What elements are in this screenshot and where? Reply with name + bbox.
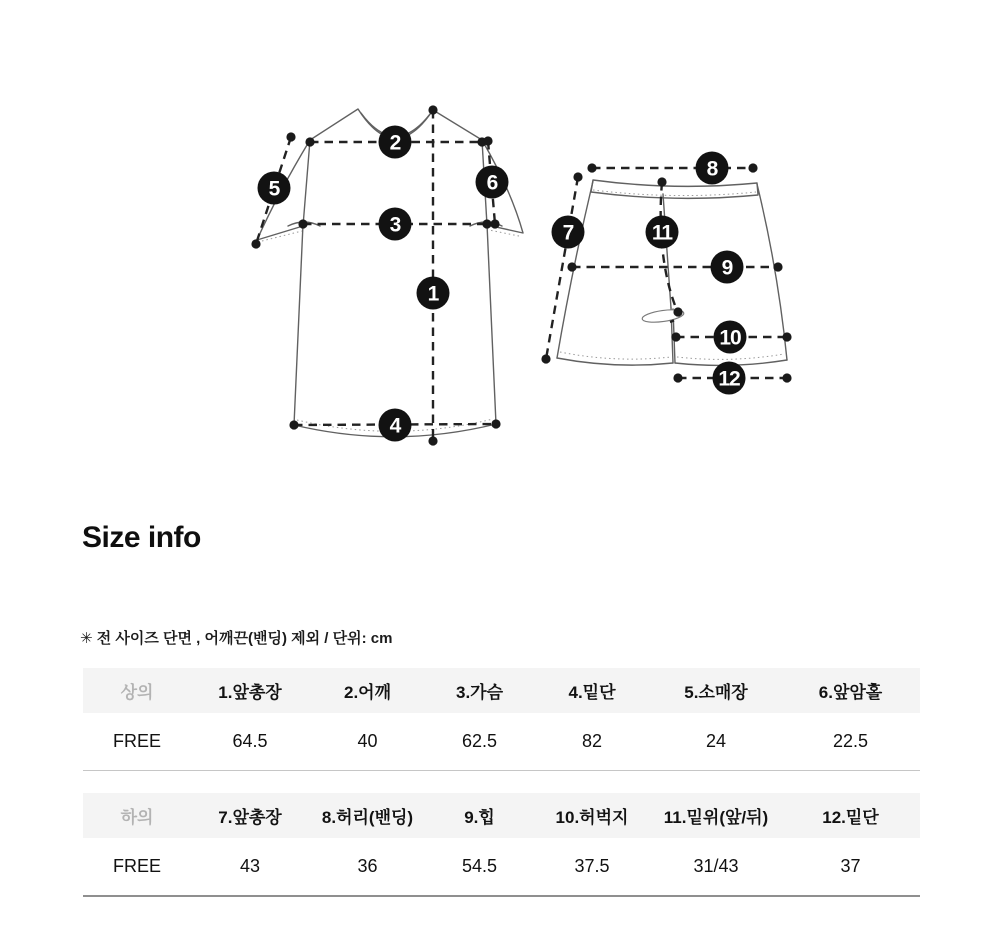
marker-number: 1 xyxy=(427,282,439,306)
measure-marker-1 xyxy=(417,277,450,310)
measure-marker-9 xyxy=(711,251,744,284)
marker-number: 5 xyxy=(268,177,280,201)
marker-number: 8 xyxy=(706,157,718,181)
measure-column-header: 3.가슴 xyxy=(426,668,533,713)
measure-marker-11 xyxy=(646,216,679,249)
measure-value: 37.5 xyxy=(533,838,651,896)
marker-number: 11 xyxy=(651,221,673,245)
measure-value: 36 xyxy=(309,838,426,896)
marker-number: 6 xyxy=(486,171,498,195)
marker-number: 12 xyxy=(718,367,740,391)
garment-measurement-diagram xyxy=(230,90,810,460)
size-unit-note: ✳ 전 사이즈 단면 , 어깨끈(밴딩) 제외 / 단위: cm xyxy=(80,630,393,647)
marker-number: 3 xyxy=(389,213,401,237)
measure-value: 54.5 xyxy=(426,838,533,896)
top-garment-size-table xyxy=(83,668,920,771)
garment-type-header: 하의 xyxy=(83,793,191,838)
measure-column-header: 1.앞총장 xyxy=(191,668,309,713)
measure-marker-12 xyxy=(713,362,746,395)
size-label: FREE xyxy=(83,713,191,771)
size-value-row xyxy=(83,838,920,896)
measure-marker-2 xyxy=(379,126,412,159)
marker-number: 7 xyxy=(562,221,574,245)
marker-number: 2 xyxy=(389,131,401,155)
measure-value: 37 xyxy=(781,838,920,896)
measure-marker-5 xyxy=(258,172,291,205)
measure-column-header: 2.어깨 xyxy=(309,668,426,713)
header-row xyxy=(83,668,920,713)
marker-number: 4 xyxy=(389,414,401,438)
measure-value: 31/43 xyxy=(651,838,781,896)
measure-value: 82 xyxy=(533,713,651,771)
measure-marker-6 xyxy=(476,166,509,199)
measure-value: 22.5 xyxy=(781,713,920,771)
measure-value: 62.5 xyxy=(426,713,533,771)
marker-number: 10 xyxy=(719,326,741,350)
tshirt-outline-drawing xyxy=(257,109,523,437)
header-row xyxy=(83,793,920,838)
size-value-row xyxy=(83,713,920,771)
measure-marker-10 xyxy=(714,321,747,354)
measure-column-header: 9.힙 xyxy=(426,793,533,838)
measure-value: 24 xyxy=(651,713,781,771)
measure-marker-4 xyxy=(379,409,412,442)
measure-column-header: 4.밑단 xyxy=(533,668,651,713)
measure-column-header: 11.밑위(앞/뒤) xyxy=(651,793,781,838)
garment-type-header: 상의 xyxy=(83,668,191,713)
measure-value: 64.5 xyxy=(191,713,309,771)
measure-column-header: 7.앞총장 xyxy=(191,793,309,838)
measure-value: 40 xyxy=(309,713,426,771)
measure-marker-7 xyxy=(552,216,585,249)
size-label: FREE xyxy=(83,838,191,896)
measure-column-header: 6.앞암홀 xyxy=(781,668,920,713)
measure-column-header: 10.허벅지 xyxy=(533,793,651,838)
measure-marker-3 xyxy=(379,208,412,241)
measure-value: 43 xyxy=(191,838,309,896)
page-title: Size info xyxy=(82,521,201,554)
measure-column-header: 8.허리(밴딩) xyxy=(309,793,426,838)
measure-marker-8 xyxy=(696,152,729,185)
bottom-garment-size-table xyxy=(83,793,920,897)
measure-column-header: 5.소매장 xyxy=(651,668,781,713)
measure-column-header: 12.밑단 xyxy=(781,793,920,838)
marker-number: 9 xyxy=(721,256,733,280)
